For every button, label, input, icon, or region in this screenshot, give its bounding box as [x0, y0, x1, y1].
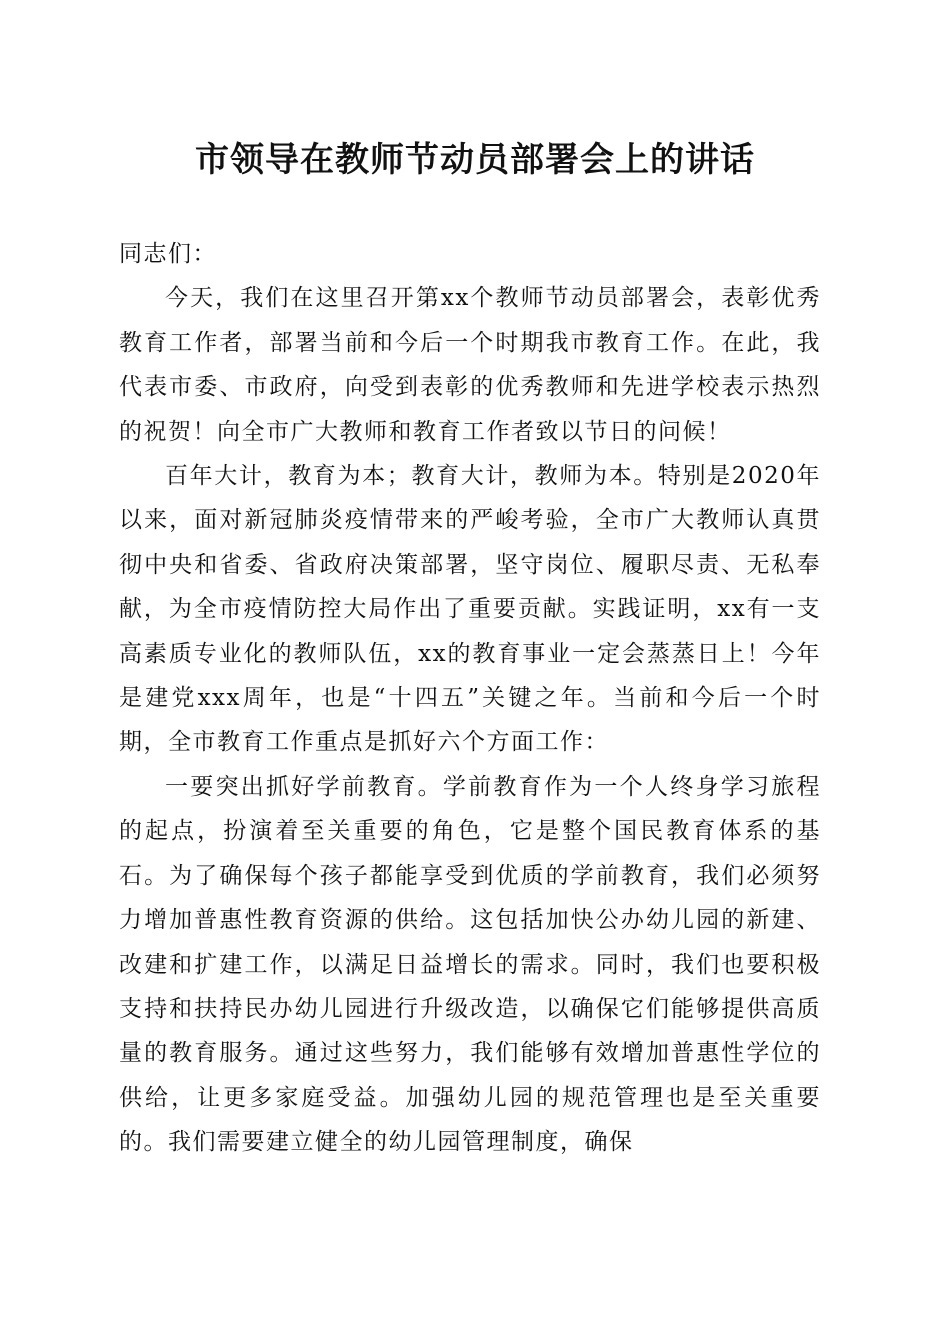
salutation: 同志们： — [119, 241, 217, 267]
paragraph-3: 一要突出抓好学前教育。学前教育作为一个人终身学习旅程的起点，扮演着至关重要的角色，它是整个国民教育体系的基石。为了确保每个孩子都能享受到优质的学前教育，我们必须努力增加普惠性教育资源的供给。这包括加快公办幼儿园的新建、改建和扩建工作，以满足日益增长的需求。同时，我们也要积极支持和扶持民办幼儿园进行升级改造，以确保它们能够提供高质量的教育服务。通过这些努力，我们能够有效增加普惠性学位的供给，让更多家庭受益。加强幼儿园的规范管理也是至关重要的。我们需要建立健全的幼儿园管理制度，确保 — [119, 773, 821, 1156]
paragraph-1: 今天，我们在这里召开第xx个教师节动员部署会，表彰优秀教育工作者，部署当前和今后一个时期我市教育工作。在此，我代表市委、市政府，向受到表彰的优秀教师和先进学校表示热烈的祝贺！向全市广大教师和教育工作者致以节日的问候！ — [119, 285, 821, 445]
document-body — [119, 232, 821, 1165]
document-title: 市领导在教师节动员部署会上的讲话 — [195, 140, 755, 180]
paragraph-2: 百年大计，教育为本；教育大计，教师为本。特别是2020年以来，面对新冠肺炎疫情带来的严峻考验，全市广大教师认真贯彻中央和省委、省政府决策部署，坚守岗位、履职尽责、无私奉献，为全市疫情防控大局作出了重要贡献。实践证明，xx有一支高素质专业化的教师队伍，xx的教育事业一定会蒸蒸日上！今年是建党xxx周年，也是“十四五”关键之年。当前和今后一个时期，全市教育工作重点是抓好六个方面工作： — [119, 463, 821, 756]
